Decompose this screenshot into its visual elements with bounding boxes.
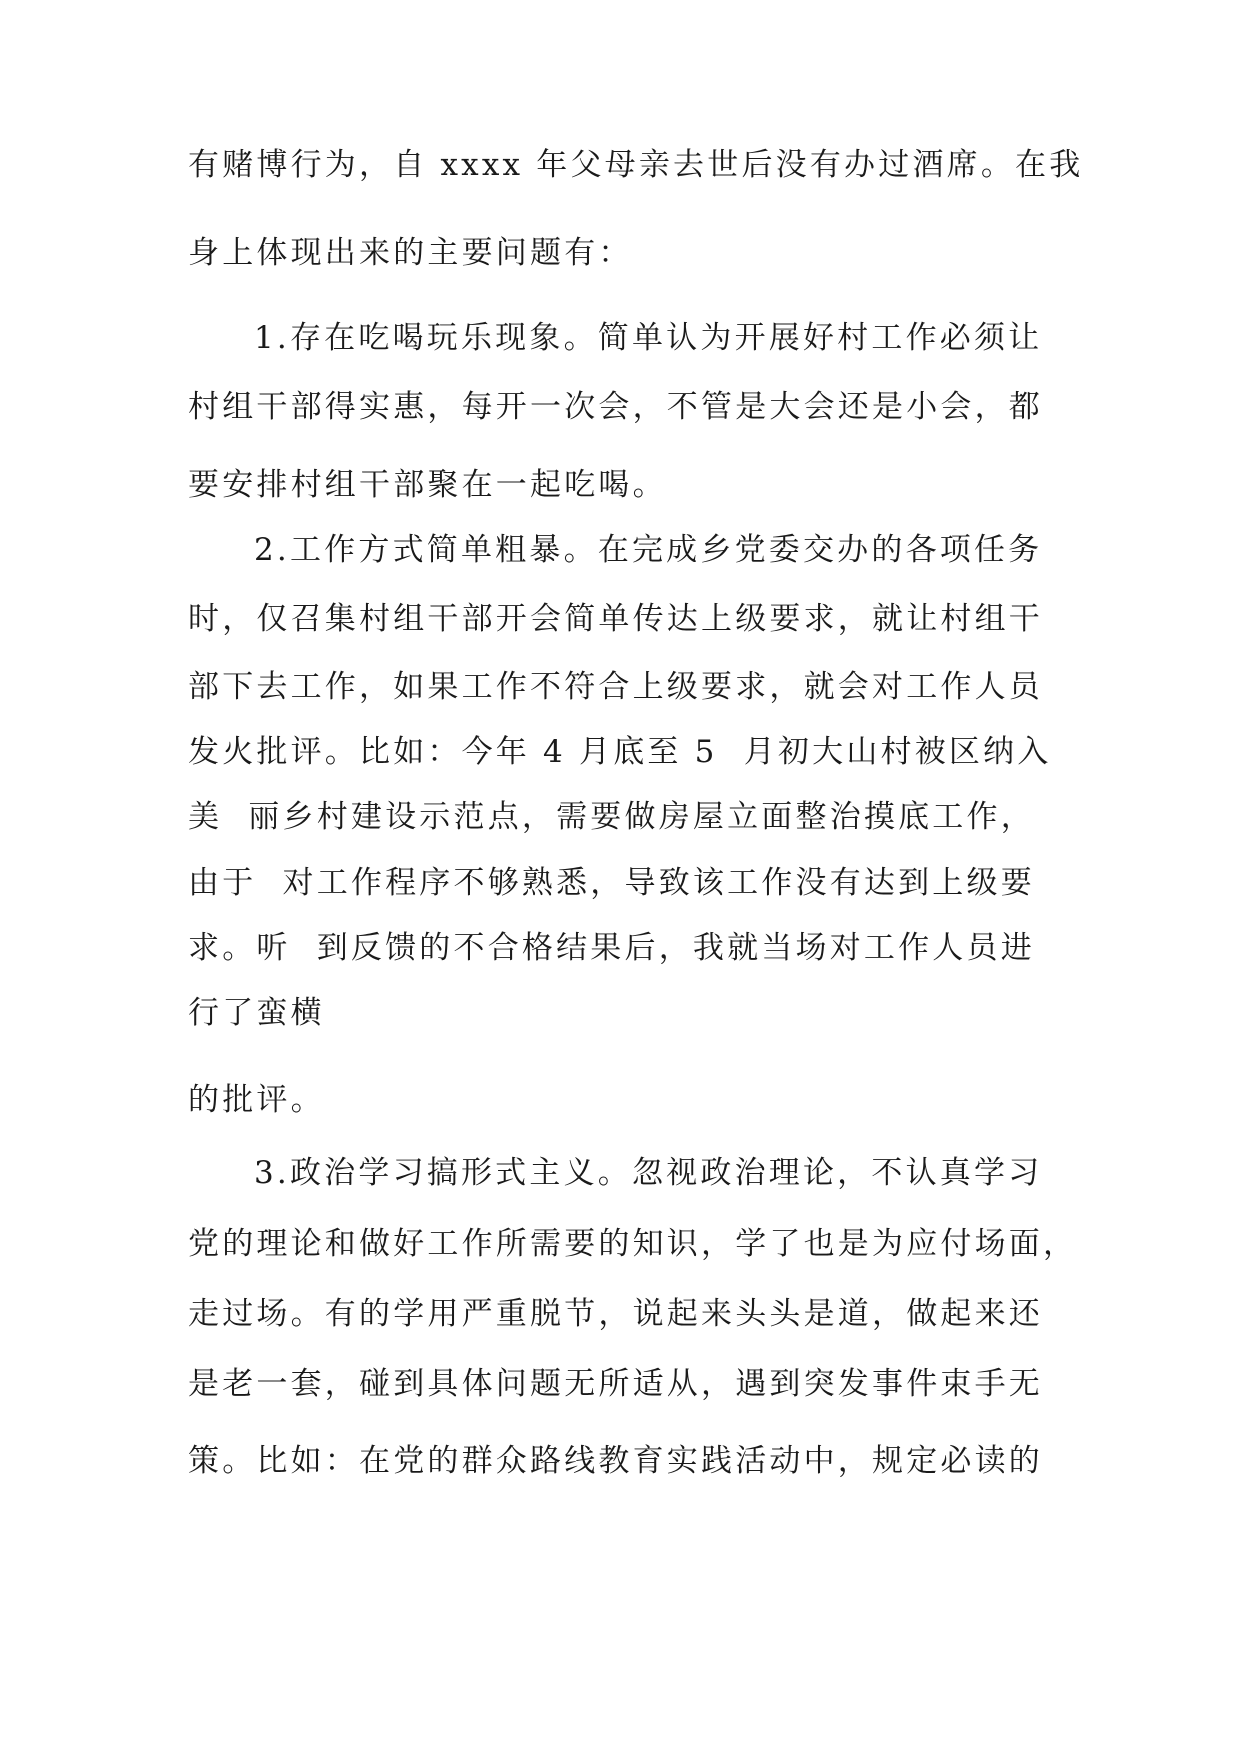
- list-item-2-line-8: 行了蛮横: [188, 995, 325, 1031]
- text-line-2: 身上体现出来的主要问题有：: [188, 235, 633, 271]
- list-item-1-line-1: 1.存在吃喝玩乐现象。简单认为开展好村工作必须让: [254, 320, 1043, 356]
- list-item-3-line-1: 3.政治学习搞形式主义。忽视政治理论，不认真学习: [254, 1155, 1043, 1191]
- list-item-2-line-3: 部下去工作，如果工作不符合上级要求，就会对工作人员: [188, 669, 1043, 705]
- list-item-1-line-3: 要安排村组干部聚在一起吃喝。: [188, 467, 667, 503]
- list-item-2-line-2: 时，仅召集村组干部开会简单传达上级要求，就让村组干: [188, 601, 1043, 637]
- list-item-2-line-7: 求。听 到反馈的不合格结果后，我就当场对工作人员进: [188, 930, 1035, 966]
- list-item-1-line-2: 村组干部得实惠，每开一次会，不管是大会还是小会，都: [188, 389, 1043, 425]
- list-item-2-line-5: 美 丽乡村建设示范点，需要做房屋立面整治摸底工作，: [188, 799, 1035, 835]
- list-item-2-line-1: 2.工作方式简单粗暴。在完成乡党委交办的各项任务: [254, 532, 1043, 568]
- list-item-2-line-9: 的批评。: [188, 1082, 325, 1118]
- list-item-2-line-6: 由于 对工作程序不够熟悉，导致该工作没有达到上级要: [188, 865, 1035, 901]
- list-item-3-line-4: 是老一套，碰到具体问题无所适从，遇到突发事件束手无: [188, 1366, 1043, 1402]
- text-line-1: 有赌博行为，自 xxxx 年父母亲去世后没有办过酒席。在我: [188, 147, 1084, 183]
- list-item-3-line-3: 走过场。有的学用严重脱节，说起来头头是道，做起来还: [188, 1296, 1043, 1332]
- list-item-2-line-4: 发火批评。比如：今年 4 月底至 5 月初大山村被区纳入: [188, 734, 1052, 770]
- list-item-3-line-2: 党的理论和做好工作所需要的知识，学了也是为应付场面，: [188, 1226, 1078, 1262]
- list-item-3-line-5: 策。比如：在党的群众路线教育实践活动中，规定必读的: [188, 1443, 1043, 1479]
